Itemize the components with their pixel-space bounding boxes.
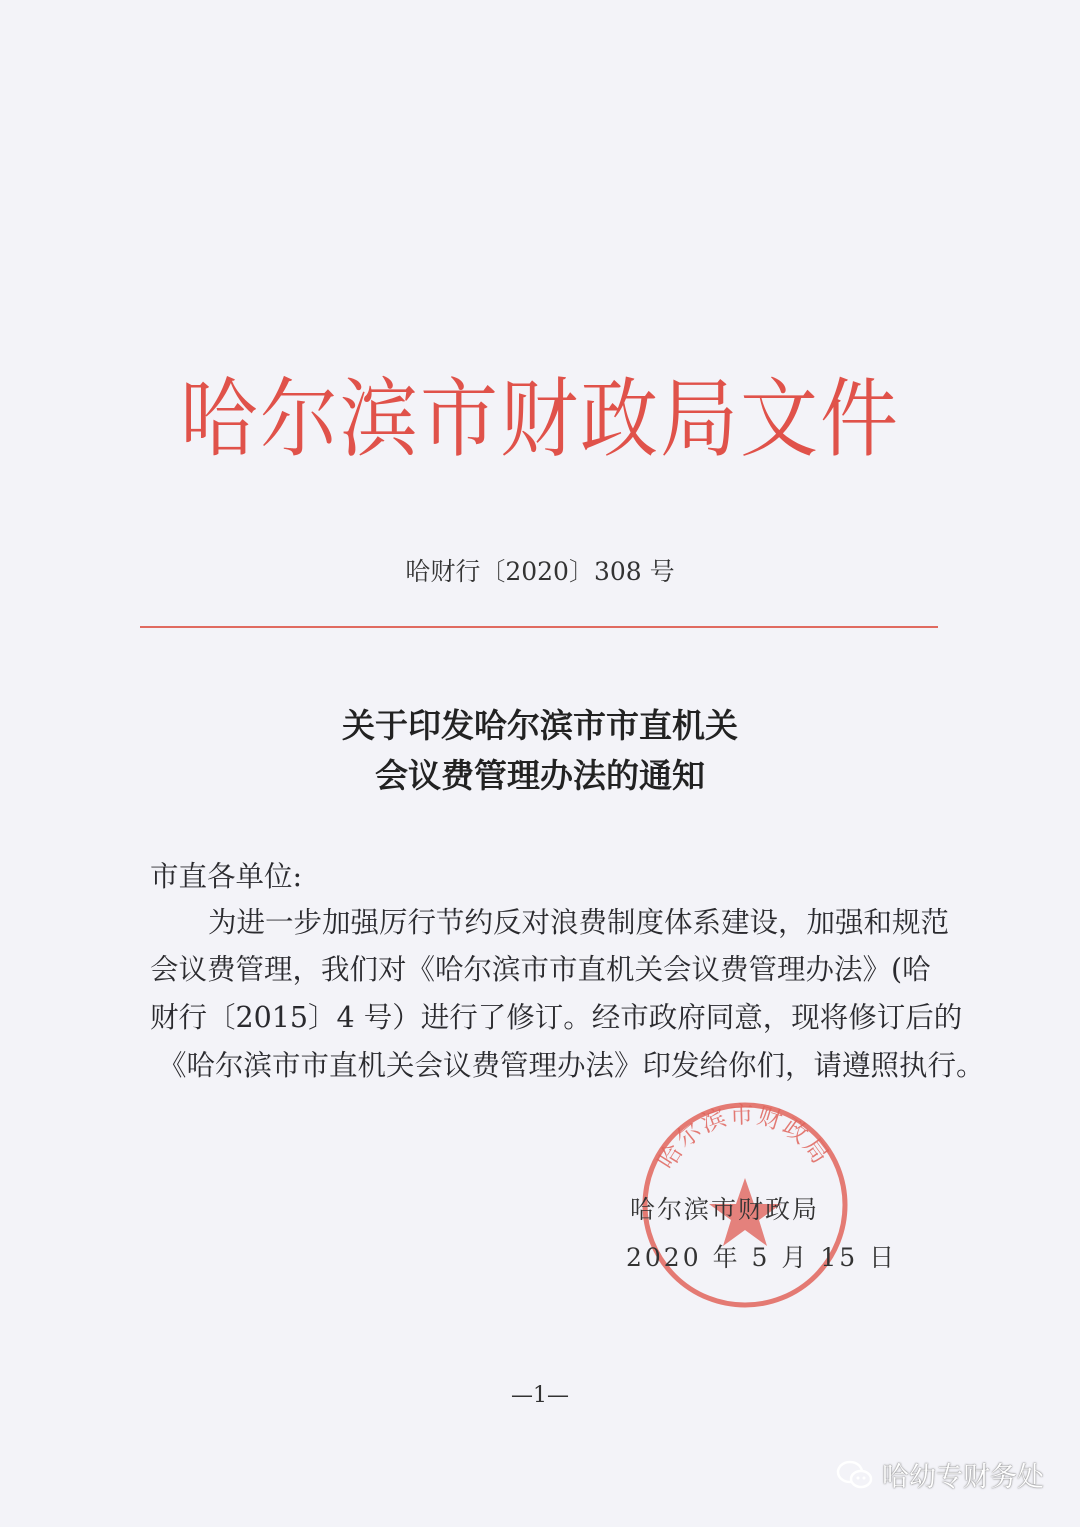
notice-heading-line-1: 关于印发哈尔滨市市直机关: [342, 706, 738, 745]
watermark-text: 哈幼专财务处: [882, 1462, 1044, 1493]
issue-date: 2020 年 5 月 15 日: [626, 1243, 898, 1272]
notice-heading-line-2: 会议费管理办法的通知: [375, 756, 705, 795]
body-line: 财行〔2015〕4 号）进行了修订。经市政府同意，现将修订后的: [150, 1001, 963, 1034]
salutation: 市直各单位:: [150, 860, 303, 893]
body-line: 为进一步加强厉行节约反对浪费制度体系建设，加强和规范: [208, 906, 950, 939]
body-line: 会议费管理，我们对《哈尔滨市市直机关会议费管理办法》(哈: [150, 953, 931, 986]
seal-text: 哈尔滨市财政局: [651, 1100, 836, 1175]
document-number: 哈财行〔2020〕308 号: [405, 557, 675, 586]
body-line: 《哈尔滨市市直机关会议费管理办法》印发给你们，请遵照执行。: [158, 1049, 985, 1082]
red-divider: [140, 626, 938, 628]
document-title: 哈尔滨市财政局文件: [179, 370, 900, 470]
watermark: [836, 1455, 1044, 1494]
issuer-name: 哈尔滨市财政局: [630, 1195, 820, 1224]
svg-text:哈尔滨市财政局: [652, 1101, 835, 1175]
page-number: —1—: [511, 1383, 569, 1408]
wechat-icon: [836, 1459, 874, 1491]
